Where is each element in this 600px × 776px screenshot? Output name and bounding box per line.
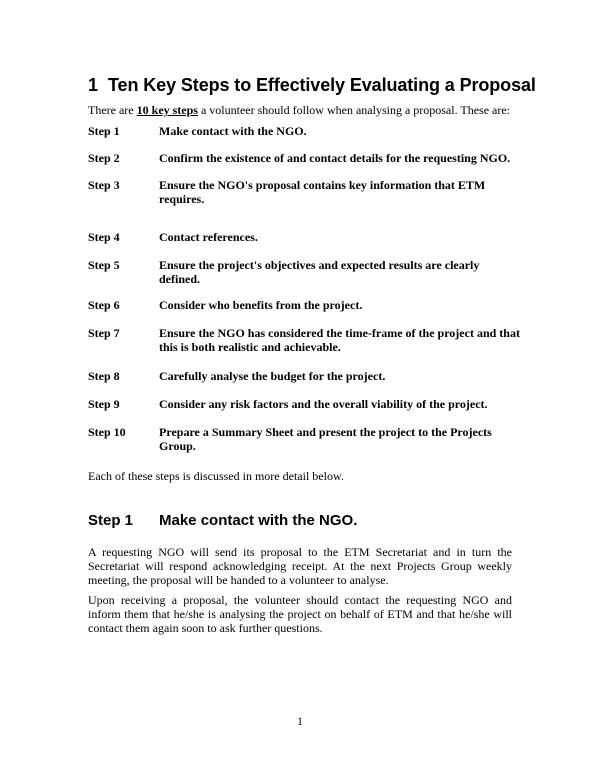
step-text: Carefully analyse the budget for the project. — [159, 369, 386, 383]
step-text: Contact references. — [159, 230, 258, 244]
step-text: Consider any risk factors and the overall viability of the project. — [159, 397, 488, 411]
step-label: Step 6 — [88, 298, 120, 312]
step-text: Confirm the existence of and contact details for the requesting NGO. — [159, 151, 511, 165]
body-paragraph: Upon receiving a proposal, the volunteer should contact the requesting NGO and inform them that he/she is analysing the project on behalf of ETM and that he/she will contact them again soon to ask further questions. — [88, 593, 512, 635]
step-item — [88, 369, 528, 383]
step-label: Step 7 — [88, 326, 120, 340]
step-item — [88, 298, 528, 312]
step-text: Prepare a Summary Sheet and present the project to the Projects Group. — [159, 425, 492, 453]
step-label: Step 8 — [88, 369, 120, 383]
page-number: 1 — [297, 714, 303, 728]
step-item — [88, 178, 528, 206]
step-label: Step 5 — [88, 258, 120, 272]
step-label: Step 4 — [88, 230, 120, 244]
step-text: Ensure the NGO has considered the time-frame of the project and that this is both realistic and achievable. — [159, 326, 520, 354]
subsection-title: Make contact with the NGO. — [159, 512, 358, 529]
key-steps-emphasis: 10 key steps — [136, 103, 198, 117]
step-item — [88, 124, 528, 138]
body-paragraph: A requesting NGO will send its proposal to the ETM Secretariat and in turn the Secretariat will respond acknowledging receipt. At the next Projects Group weekly meeting, the proposal will be handed to a volunteer to analyse. — [88, 545, 512, 587]
step-text: Ensure the project's objectives and expected results are clearly defined. — [159, 258, 480, 286]
step-item — [88, 425, 528, 453]
step-item — [88, 326, 528, 354]
step-label: Step 2 — [88, 151, 120, 165]
step-label: Step 3 — [88, 178, 120, 192]
section-heading — [88, 75, 536, 96]
subsection-label: Step 1 — [88, 512, 134, 529]
step-label: Step 9 — [88, 397, 120, 411]
step-text: Make contact with the NGO. — [159, 124, 307, 138]
intro-paragraph: There are 10 key steps a volunteer should follow when analysing a proposal. These are: — [88, 103, 511, 117]
step-text: Consider who benefits from the project. — [159, 298, 363, 312]
step-item — [88, 151, 528, 165]
step-item — [88, 230, 528, 244]
step-label: Step 10 — [88, 425, 126, 439]
step-label: Step 1 — [88, 124, 120, 138]
section-number: 1 — [88, 75, 98, 95]
step-item — [88, 397, 528, 411]
step-item — [88, 258, 528, 286]
outro-paragraph: Each of these steps is discussed in more detail below. — [88, 469, 344, 483]
subsection-heading — [88, 512, 357, 529]
section-title: Ten Key Steps to Effectively Evaluating a Proposal — [108, 75, 536, 95]
step-text: Ensure the NGO's proposal contains key information that ETM requires. — [159, 178, 486, 206]
